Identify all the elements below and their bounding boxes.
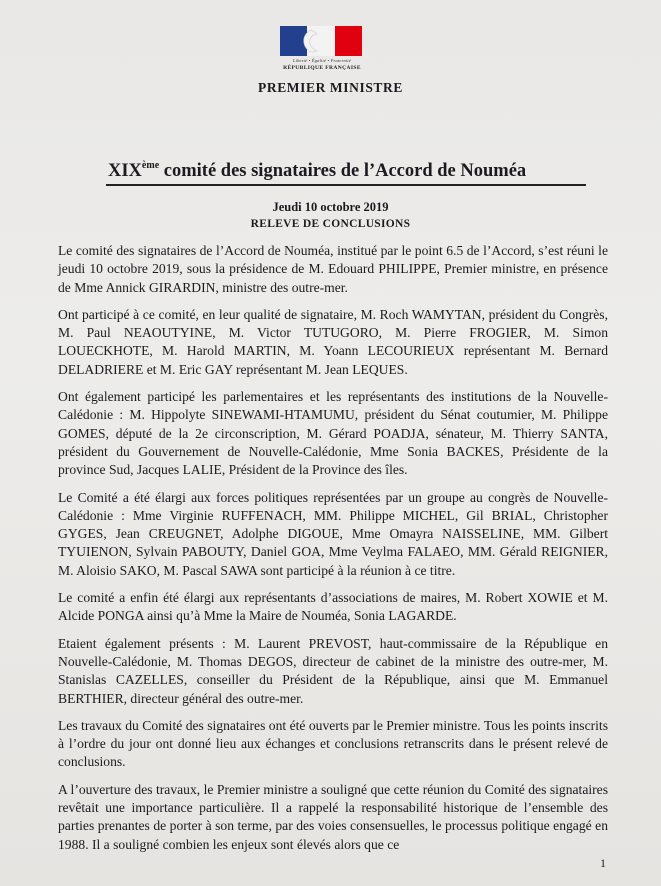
french-flag-icon [280,26,362,56]
paragraph: Le comité a enfin été élargi aux représentants d’associations de maires, M. Robert XOWIE et M. Alcide PONGA ainsi qu’à Mme la Maire de Nouméa, Sonia LAGARDE. [58,590,608,624]
republic-motto: Liberté • Égalité • Fraternité [292,58,352,63]
ministry-heading: PREMIER MINISTRE [258,80,403,95]
paragraph: Ont participé à ce comité, en leur qualité de signataire, M. Roch WAMYTAN, président du Congrès, M. Paul NEAOUTYINE, M. Victor TUTUGORO, M. Pierre FROGIER, M. Simon LOUECKHOTE, M. Harold MARTIN, M. Yoann LECOURIEUX représentant M. Bernard DELADRIERE et M. Eric GAY représentant M. Jean LEQUES. [58,306,608,377]
marianne-logo [280,26,364,78]
paragraph: Etaient également présents : M. Laurent PREVOST, haut-commissaire de la République en Nouvelle-Calédonie, M. Thomas DEGOS, directeur de cabinet de la ministre des outre-mer, M. Stanislas CAZELLES, conseiller du Président de la République, ainsi que M. Emmanuel BERTHIER, directeur général des outre-mer. [58,635,608,706]
paragraph: Le comité des signataires de l’Accord de Nouméa, institué par le point 6.5 de l’Accord, s’est réuni le jeudi 10 octobre 2019, sous la présidence de M. Edouard PHILIPPE, Premier ministre, en présence de Mme Annick GIRARDIN, ministre des outre-mer. [58,243,608,295]
page-number: 1 [600,856,606,870]
document-body [58,242,608,863]
paragraph: Le Comité a été élargi aux forces politiques représentées par un groupe au congrès de Nouvelle-Calédonie : Mme Virginie RUFFENACH, MM. Philippe MICHEL, Gil BRIAL, Christopher GYGES, Jean CREUGNET, Adolphe DIGOUE, Mme Omayra NAISSELINE, MM. Gilbert TYUIENON, Sylvain PABOUTY, Daniel GOA, Mme Veylma FALAEO, MM. Gérald REIGNIER, M. Aloisio SAKO, M. Pascal SAWA sont participé à la réunion à ce titre. [58,489,608,578]
document-subtitle: RELEVE DE CONCLUSIONS [250,218,411,230]
paragraph: Les travaux du Comité des signataires ont été ouverts par le Premier ministre. Tous les points inscrits à l’ordre du jour ont donné lieu aux échanges et conclusions retranscrits dans le présent relevé de conclusions. [58,717,608,770]
title-underline [106,184,586,186]
title-superscript: ème [141,160,160,171]
meeting-date: Jeudi 10 octobre 2019 [272,200,389,214]
republic-name: RÉPUBLIQUE FRANÇAISE [283,65,361,71]
paragraph: A l’ouverture des travaux, le Premier ministre a souligné que cette réunion du Comité des signataires revêtait une importance particulière. Il a rappelé la responsabilité historique de l’ensemble des parties prenantes de porter à son terme, par des voies consensuelles, le processus politique engagé en 1988. Il a souligné combien les enjeux sont élevés alors que ce [58,781,608,852]
paragraph: Ont également participé les parlementaires et les représentants des institutions de la Nouvelle-Calédonie : M. Hippolyte SINEWAMI-HTAMUMU, président du Sénat coutumier, M. Philippe GOMES, député de la 2e circonscription, M. Gérard POADJA, sénateur, M. Thierry SANTA, président du Gouvernement de Nouvelle-Calédonie, Mme Sonia BACKES, Présidente de la province Sud, Jacques LALIE, Président de la Province des îles. [58,389,608,478]
title-rest: comité des signataires de l’Accord de Nouméa [159,161,527,181]
title-prefix: XIX [108,161,142,181]
document-title [108,160,588,182]
